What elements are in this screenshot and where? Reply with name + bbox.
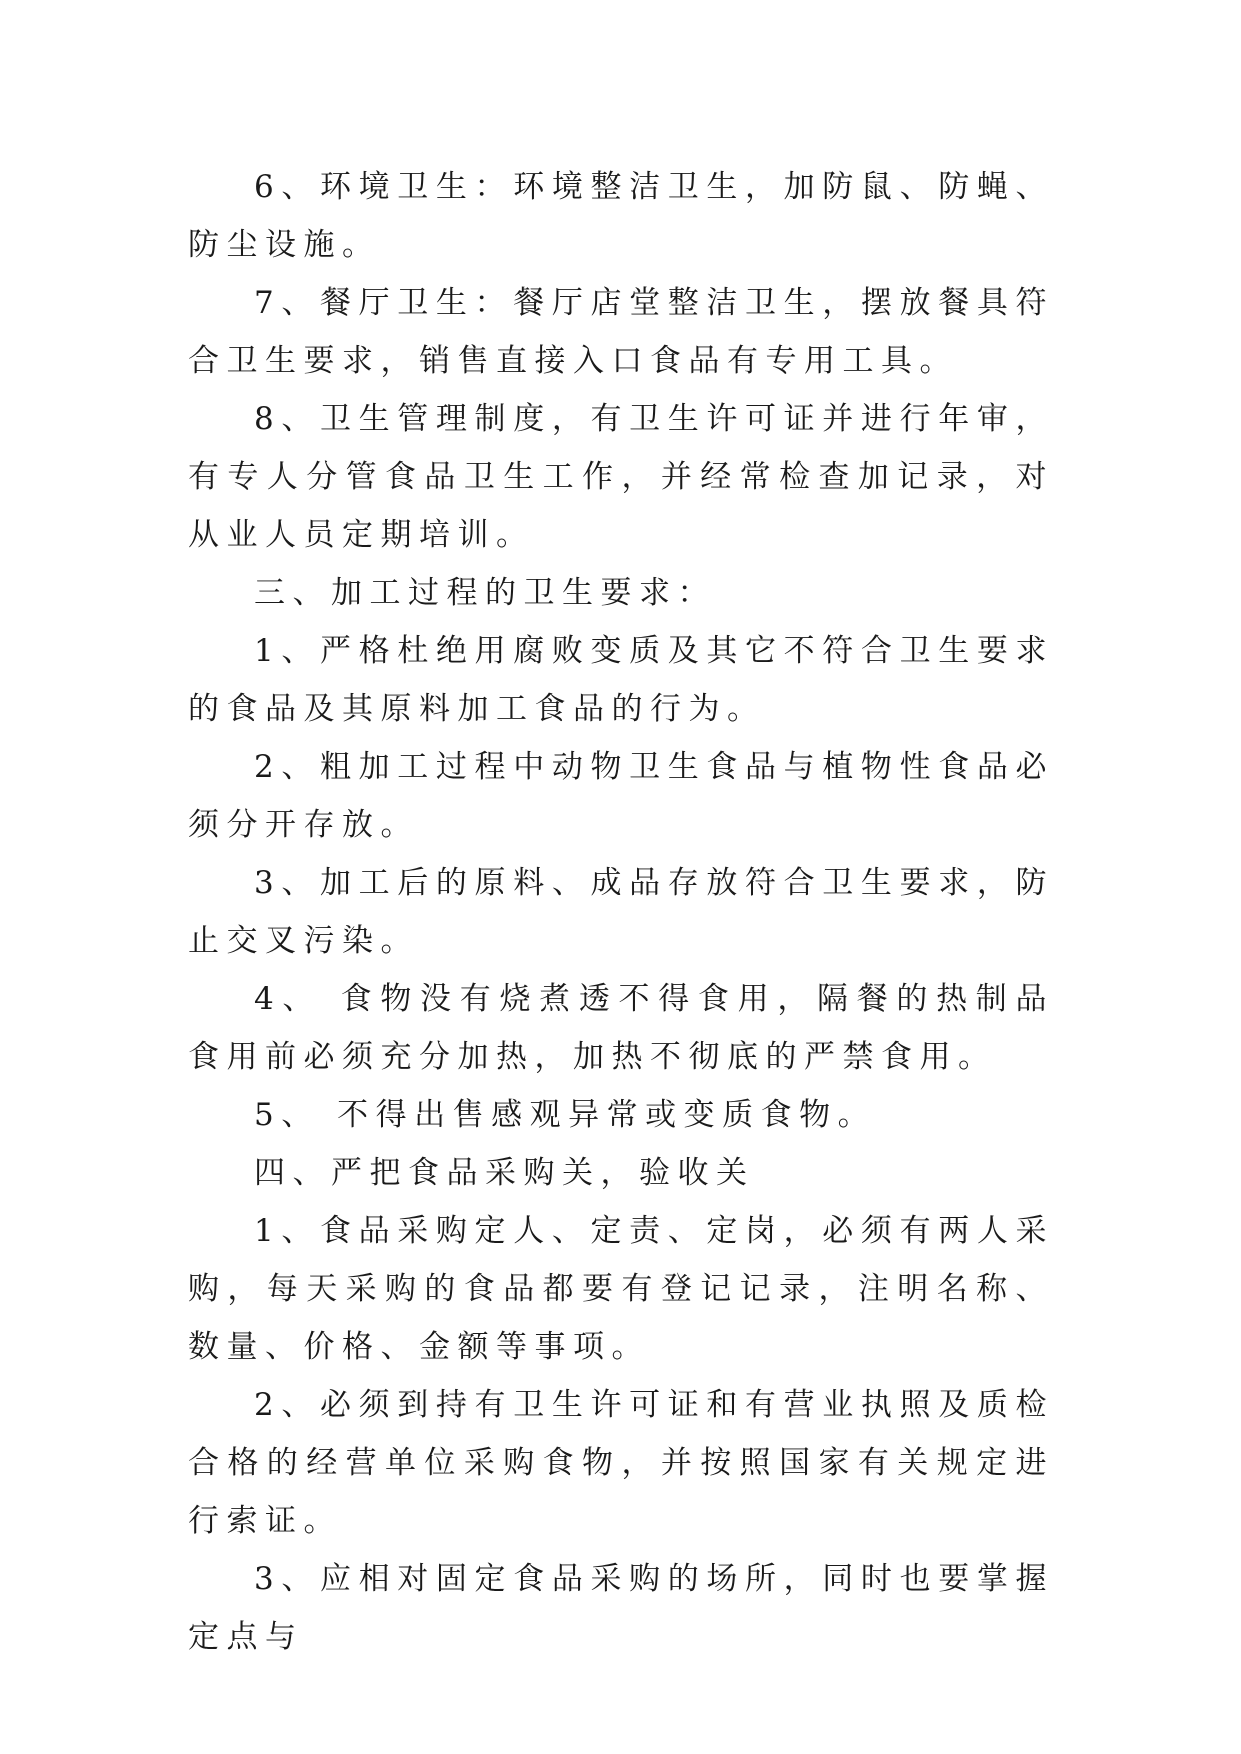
section-heading-processing: 三、加工过程的卫生要求： — [254, 575, 716, 611]
document-page — [188, 158, 1054, 1666]
paragraph-processing-2: 2、粗加工过程中动物卫生食品与植物性食品必须分开存放。 — [188, 749, 1054, 843]
paragraph-hygiene-management: 8、卫生管理制度，有卫生许可证并进行年审，有专人分管食品卫生工作，并经常检查加记录，对从业人员定期培训。 — [188, 401, 1054, 553]
paragraph-processing-5: 5、 不得出售感观异常或变质食物。 — [254, 1097, 877, 1133]
section-heading-procurement: 四、严把食品采购关，验收关 — [254, 1155, 755, 1191]
paragraph-environment-hygiene: 6、环境卫生：环境整洁卫生，加防鼠、防蝇、防尘设施。 — [188, 169, 1054, 263]
paragraph-processing-1: 1、严格杜绝用腐败变质及其它不符合卫生要求的食品及其原料加工食品的行为。 — [188, 633, 1054, 727]
paragraph-processing-4: 4、 食物没有烧煮透不得食用，隔餐的热制品食用前必须充分加热，加热不彻底的严禁食用。 — [188, 981, 1054, 1075]
paragraph-procurement-1: 1、食品采购定人、定责、定岗，必须有两人采购，每天采购的食品都要有登记记录，注明名称、数量、价格、金额等事项。 — [188, 1213, 1054, 1365]
paragraph-processing-3: 3、加工后的原料、成品存放符合卫生要求，防止交叉污染。 — [188, 865, 1054, 959]
paragraph-procurement-3: 3、应相对固定食品采购的场所，同时也要掌握定点与 — [188, 1561, 1054, 1655]
paragraph-procurement-2: 2、必须到持有卫生许可证和有营业执照及质检合格的经营单位采购食物，并按照国家有关规定进行索证。 — [188, 1387, 1054, 1539]
paragraph-dining-hall-hygiene: 7、餐厅卫生：餐厅店堂整洁卫生，摆放餐具符合卫生要求，销售直接入口食品有专用工具。 — [188, 285, 1054, 379]
